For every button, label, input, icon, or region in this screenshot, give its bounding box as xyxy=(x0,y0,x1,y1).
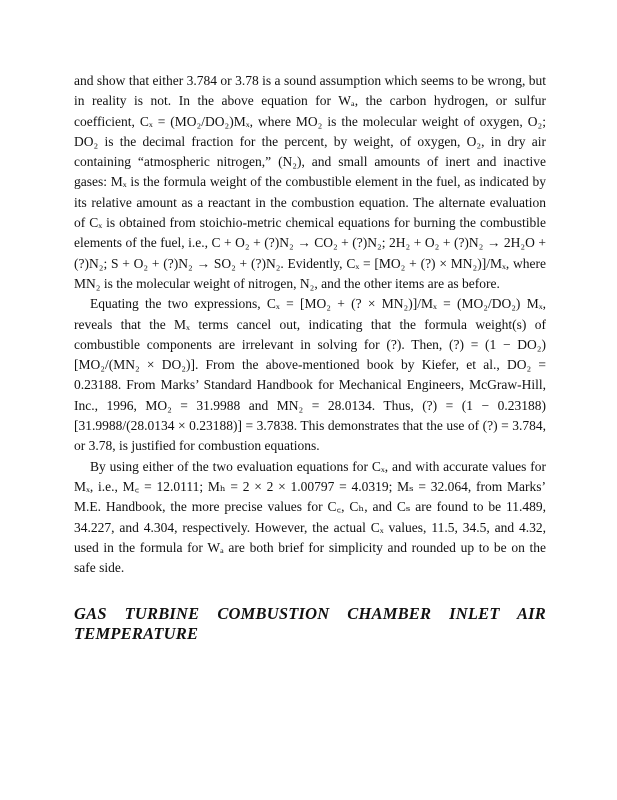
paragraph-3: By using either of the two evaluation equations for Cₓ, and with accurate values for Mₓ, i.e., M꜀ = 12.0111; Mₕ = 2 × 2 × 1.00797 = 4.0319; Mₛ = 32.064, from Marks’ M.E. Handbook, the more precise values for C꜀, Cₕ, and Cₛ are found to be 11.489, 34.227, and 4.304, respectively. However, the actual Cₓ values, 11.5, 34.5, and 4.32, used in the formula for Wₐ are both brief for simplicity and rounded up to be on the safe side. xyxy=(74,458,546,576)
document-page xyxy=(74,71,546,644)
paragraph-1: and show that either 3.784 or 3.78 is a sound assumption which seems to be wrong, but in reality is not. In the above equation for Wₐ, the carbon hydrogen, or sulfur coefficient, Cₓ = (MO₂/DO₂)Mₓ, where MO₂ is the molecular weight of oxygen, O₂; DO₂ is the decimal fraction for the percent, by weight, of oxygen, O₂, in dry air containing “atmospheric nitrogen,” (N₂), and small amounts of inert and inactive gases: Mₓ is the formula weight of the combustible element in the fuel, as indicated by its relative amount as a reactant in the combustion equation. The alternate evaluation of Cₓ is obtained from stoichio-metric chemical equations for burning the combustible elements of the fuel, i.e., C + O₂ + (?)N₂ → CO₂ + (?)N₂; 2H₂ + O₂ + (?)N₂ → 2H₂O + (?)N₂; S + O₂ + (?)N₂ → SO₂ + (?)N₂. Evidently, Cₓ = [MO₂ + (?) × MN₂)]/Mₓ, where MN₂ is the molecular weight of nitrogen, N₂, and the other items are as before. xyxy=(74,73,546,291)
section-heading: GAS TURBINE COMBUSTION CHAMBER INLET AIR TEMPERATURE xyxy=(74,604,546,644)
paragraph-2: Equating the two expressions, Cₓ = [MO₂ + (? × MN₂)]/Mₓ = (MO₂/DO₂) Mₓ, reveals that the Mₓ terms cancel out, indicating that the formula weight(s) of combustible components are irrelevant in solving for (?). Then, (?) = (1 − DO₂)[MO₂/(MN₂ × DO₂)]. From the above-mentioned book by Kiefer, et al., DO₂ = 0.23188. From Marks’ Standard Handbook for Mechanical Engineers, McGraw-Hill, Inc., 1996, MO₂ = 31.9988 and MN₂ = 28.0134. Thus, (?) = (1 − 0.23188)[31.9988/(28.0134 × 0.23188)] = 3.7838. This demonstrates that the use of (?) = 3.784, or 3.78, is justified for combustion equations. xyxy=(74,296,546,454)
